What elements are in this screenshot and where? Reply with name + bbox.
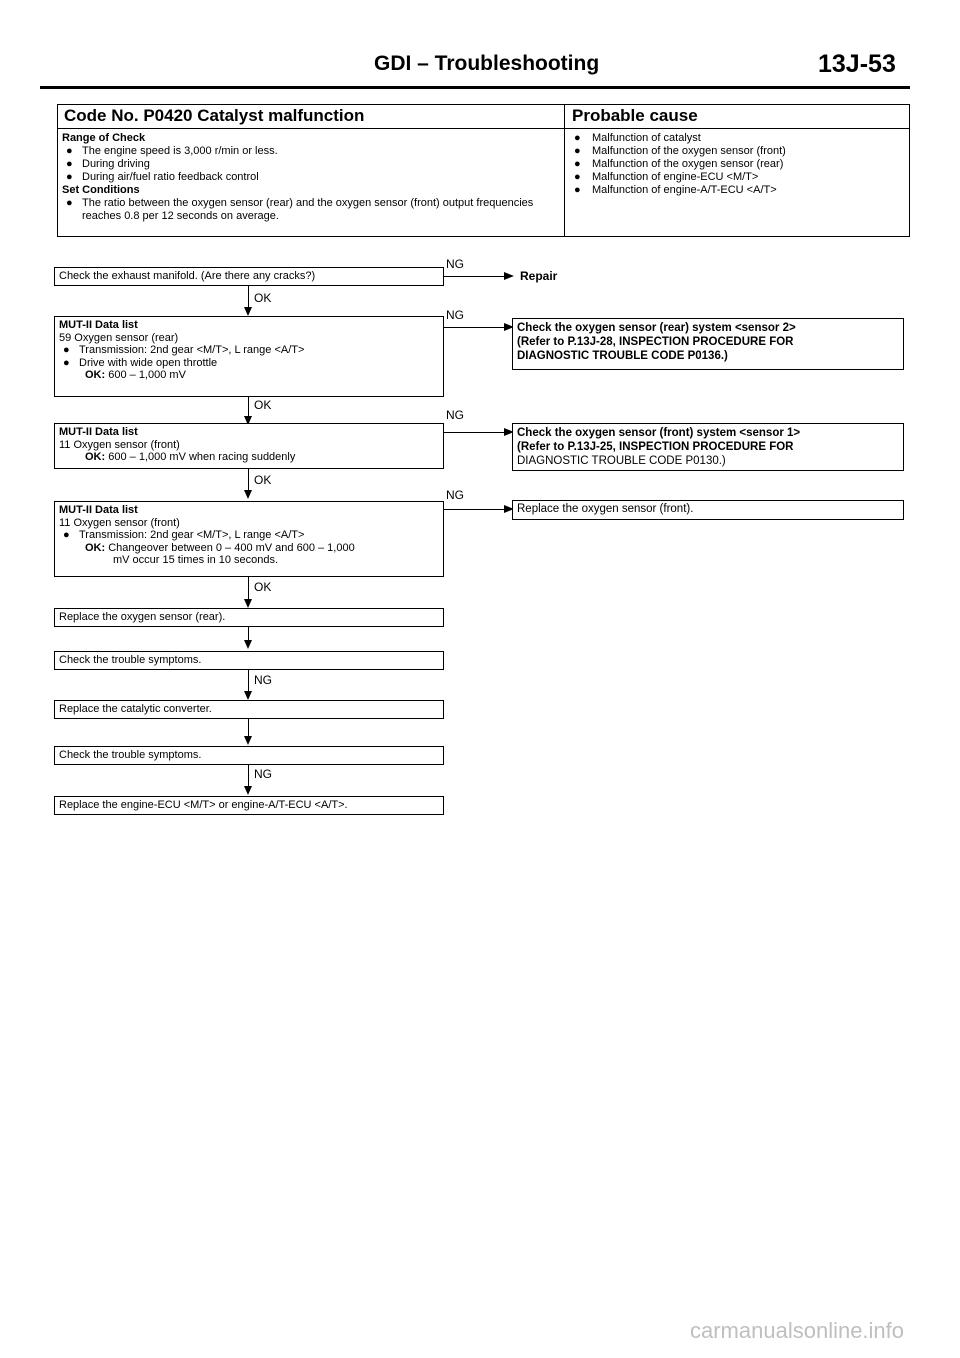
ng-connector-line xyxy=(444,509,506,510)
ng-label: NG xyxy=(254,767,272,781)
bullet-icon: ● xyxy=(63,356,70,369)
ng-label: NG xyxy=(446,308,464,322)
range-heading: Range of Check xyxy=(62,132,146,144)
flow-result-check-rear-sensor: Check the oxygen sensor (rear) system <sensor 2> (Refer to P.13J-28, INSPECTION PROCEDURE FOR DIAGNOSTIC TROUBLE CODE P0136.) xyxy=(512,318,904,370)
ok-label: OK xyxy=(254,291,272,305)
arrow-down-icon xyxy=(244,490,252,499)
arrow-down-icon xyxy=(244,640,252,649)
probable-cause-title: Probable cause xyxy=(572,106,698,125)
flow-step-replace-engine-ecu: Replace the engine-ECU <M/T> or engine-A/T-ECU <A/T>. xyxy=(54,796,444,815)
flow-step-replace-rear-sensor: Replace the oxygen sensor (rear). xyxy=(54,608,444,627)
bullet-icon: ● xyxy=(66,197,73,209)
probable-cause-item: ● Malfunction of engine-ECU <M/T> xyxy=(570,171,906,184)
flow-step-check-exhaust-manifold: Check the exhaust manifold. (Are there any cracks?) xyxy=(54,267,444,286)
arrow-right-icon xyxy=(504,272,514,280)
bullet-icon: ● xyxy=(574,132,581,144)
arrow-down-icon xyxy=(244,599,252,608)
flow-step-mut-data-list-59: MUT-II Data list 59 Oxygen sensor (rear) ● Transmission: 2nd gear <M/T>, L range <A/T> ● Drive with wide open throttle OK: 600 – 1,000 mV xyxy=(54,316,444,397)
bullet-icon: ● xyxy=(66,145,73,157)
ng-connector-line xyxy=(444,327,506,328)
bullet-icon: ● xyxy=(63,344,70,356)
probable-cause-item: ● Malfunction of engine-A/T-ECU <A/T> xyxy=(570,184,906,197)
code-title: Code No. P0420 Catalyst malfunction xyxy=(64,106,365,125)
info-header-divider xyxy=(57,128,910,129)
ng-connector-line xyxy=(444,432,506,433)
probable-cause-item: ● Malfunction of the oxygen sensor (front) xyxy=(570,145,906,158)
bullet-icon: ● xyxy=(574,158,581,170)
bullet-icon: ● xyxy=(66,158,73,170)
arrow-down-icon xyxy=(244,786,252,795)
set-conditions-heading: Set Conditions xyxy=(62,184,140,196)
bullet-icon: ● xyxy=(63,529,70,541)
set-condition-item: ● The ratio between the oxygen sensor (rear) and the oxygen sensor (front) output frequencies reaches 0.8 per 12 seconds on average. xyxy=(62,197,558,223)
flow-step-replace-catalytic-converter: Replace the catalytic converter. xyxy=(54,700,444,719)
info-column-divider xyxy=(564,104,565,237)
range-item: ● During air/fuel ratio feedback control xyxy=(62,171,558,184)
flow-result-replace-front-sensor: Replace the oxygen sensor (front). xyxy=(512,500,904,520)
flow-step-check-trouble-symptoms: Check the trouble symptoms. xyxy=(54,746,444,765)
page-number: 13J-53 xyxy=(818,50,896,78)
ng-label: NG xyxy=(446,408,464,422)
watermark-text: carmanualsonline.info xyxy=(690,1318,905,1343)
flow-step-mut-data-list-11-changeover: MUT-II Data list 11 Oxygen sensor (front) ● Transmission: 2nd gear <M/T>, L range <A/T> OK: Changeover between 0 – 400 mV and 600 – 1,000 mV occur 15 times in 10 seconds. xyxy=(54,501,444,577)
ng-label: NG xyxy=(446,488,464,502)
range-item: ● During driving xyxy=(62,158,558,171)
flow-step-check-trouble-symptoms: Check the trouble symptoms. xyxy=(54,651,444,670)
probable-cause-list xyxy=(570,132,906,197)
bullet-icon: ● xyxy=(574,171,581,183)
ok-label: OK xyxy=(254,398,272,412)
bullet-icon: ● xyxy=(574,184,581,196)
range-item: ● The engine speed is 3,000 r/min or less. xyxy=(62,145,558,158)
arrow-down-icon xyxy=(244,307,252,316)
probable-cause-item: ● Malfunction of catalyst xyxy=(570,132,906,145)
bullet-icon: ● xyxy=(66,171,73,183)
ng-label: NG xyxy=(254,673,272,687)
flow-result-repair: Repair xyxy=(520,269,558,283)
flow-step-mut-data-list-11-racing: MUT-II Data list 11 Oxygen sensor (front) OK: 600 – 1,000 mV when racing suddenly xyxy=(54,423,444,469)
bullet-icon: ● xyxy=(574,145,581,157)
page-header-title: GDI – Troubleshooting xyxy=(374,52,600,75)
probable-cause-item: ● Malfunction of the oxygen sensor (rear) xyxy=(570,158,906,171)
code-details xyxy=(62,132,558,223)
arrow-down-icon xyxy=(244,736,252,745)
ng-label: NG xyxy=(446,257,464,271)
ng-connector-line xyxy=(444,276,506,277)
ok-label: OK xyxy=(254,473,272,487)
header-rule xyxy=(40,86,910,89)
arrow-down-icon xyxy=(244,691,252,700)
flow-result-check-front-sensor: Check the oxygen sensor (front) system <sensor 1> (Refer to P.13J-25, INSPECTION PROCEDURE FOR DIAGNOSTIC TROUBLE CODE P0130.) xyxy=(512,423,904,471)
ok-label: OK xyxy=(254,580,272,594)
